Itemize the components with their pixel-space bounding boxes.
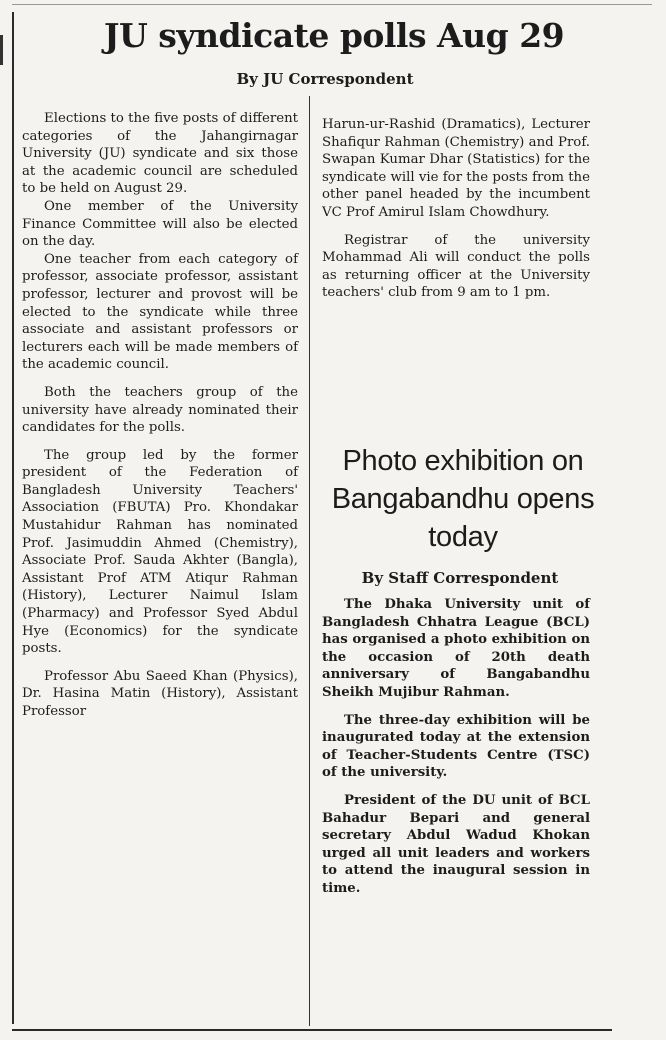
article1-paragraph: Professor Abu Saeed Khan (Physics), Dr. Hasina Matin (History), Assistant Professor (22, 668, 298, 719)
article1-paragraph: One member of the University Finance Committee will also be elected on the day. (22, 198, 298, 250)
article2-paragraph: The three-day exhibition will be inaugurated today at the extension of Teacher-Students Centre (TSC) of the university. (322, 712, 590, 781)
article1-column-right (322, 116, 590, 302)
column-divider (309, 96, 310, 1026)
article1-paragraph: Elections to the five posts of different categories of the Jahangirnagar University (JU) syndicate and six those at the academic council are scheduled to be held on August 29. (22, 111, 298, 197)
article1-paragraph: Registrar of the university Mohammad Ali will conduct the polls as returning officer at the University teachers' club from 9 am to 1 pm. (322, 232, 590, 301)
article1-headline: JU syndicate polls Aug 29 (103, 16, 565, 55)
left-border-rule (12, 12, 14, 1024)
article1-paragraph: One teacher from each category of professor, associate professor, assistant professor, lecturer and provost will be elected to the syndicate while three associate and assistant professors or lecturers each will be made members of the academic council. (22, 251, 298, 373)
top-rule (12, 4, 652, 5)
article2-byline: By Staff Correspondent (361, 569, 559, 587)
article2-paragraph: The Dhaka University unit of Bangladesh Chhatra League (BCL) has organised a photo exhibition on the occasion of 20th death anniversary of Bangabandhu Sheikh Mujibur Rahman. (322, 597, 590, 700)
article2-body (322, 596, 590, 898)
article2-headline: Photo exhibition on Bangabandhu opens today (331, 445, 595, 553)
article1-column-left (22, 110, 298, 721)
bottom-rule (12, 1029, 612, 1031)
article1-paragraph: The group led by the former president of the Federation of Bangladesh University Teachers' Association (FBUTA) Pro. Khondakar Mustahidur Rahman has nominated Prof. Jasimuddin Ahmed (Chemistry), Associate Prof. Sauda Akhter (Bangla), Assistant Prof ATM Atiqur Rahman (History), Lecturer Naimul Islam (Pharmacy) and Professor Syed Abdul Hye (Economics) for the syndicate posts. (22, 447, 298, 657)
article1-paragraph: Both the teachers group of the university have already nominated their candidates for the polls. (22, 384, 298, 436)
article1-paragraph: Harun-ur-Rashid (Dramatics), Lecturer Shafiqur Rahman (Chemistry) and Prof. Swapan Kumar Dhar (Statistics) for the syndicate will vie for the posts from the other panel headed by the incumbent VC Prof Amirul Islam Chowdhury. (322, 117, 590, 220)
left-edge-mark (0, 35, 3, 65)
article2-paragraph: President of the DU unit of BCL Bahadur Bepari and general secretary Abdul Wadud Khokan urged all unit leaders and workers to attend the inaugural session in time. (322, 792, 590, 896)
article1-byline: By JU Correspondent (236, 70, 414, 88)
